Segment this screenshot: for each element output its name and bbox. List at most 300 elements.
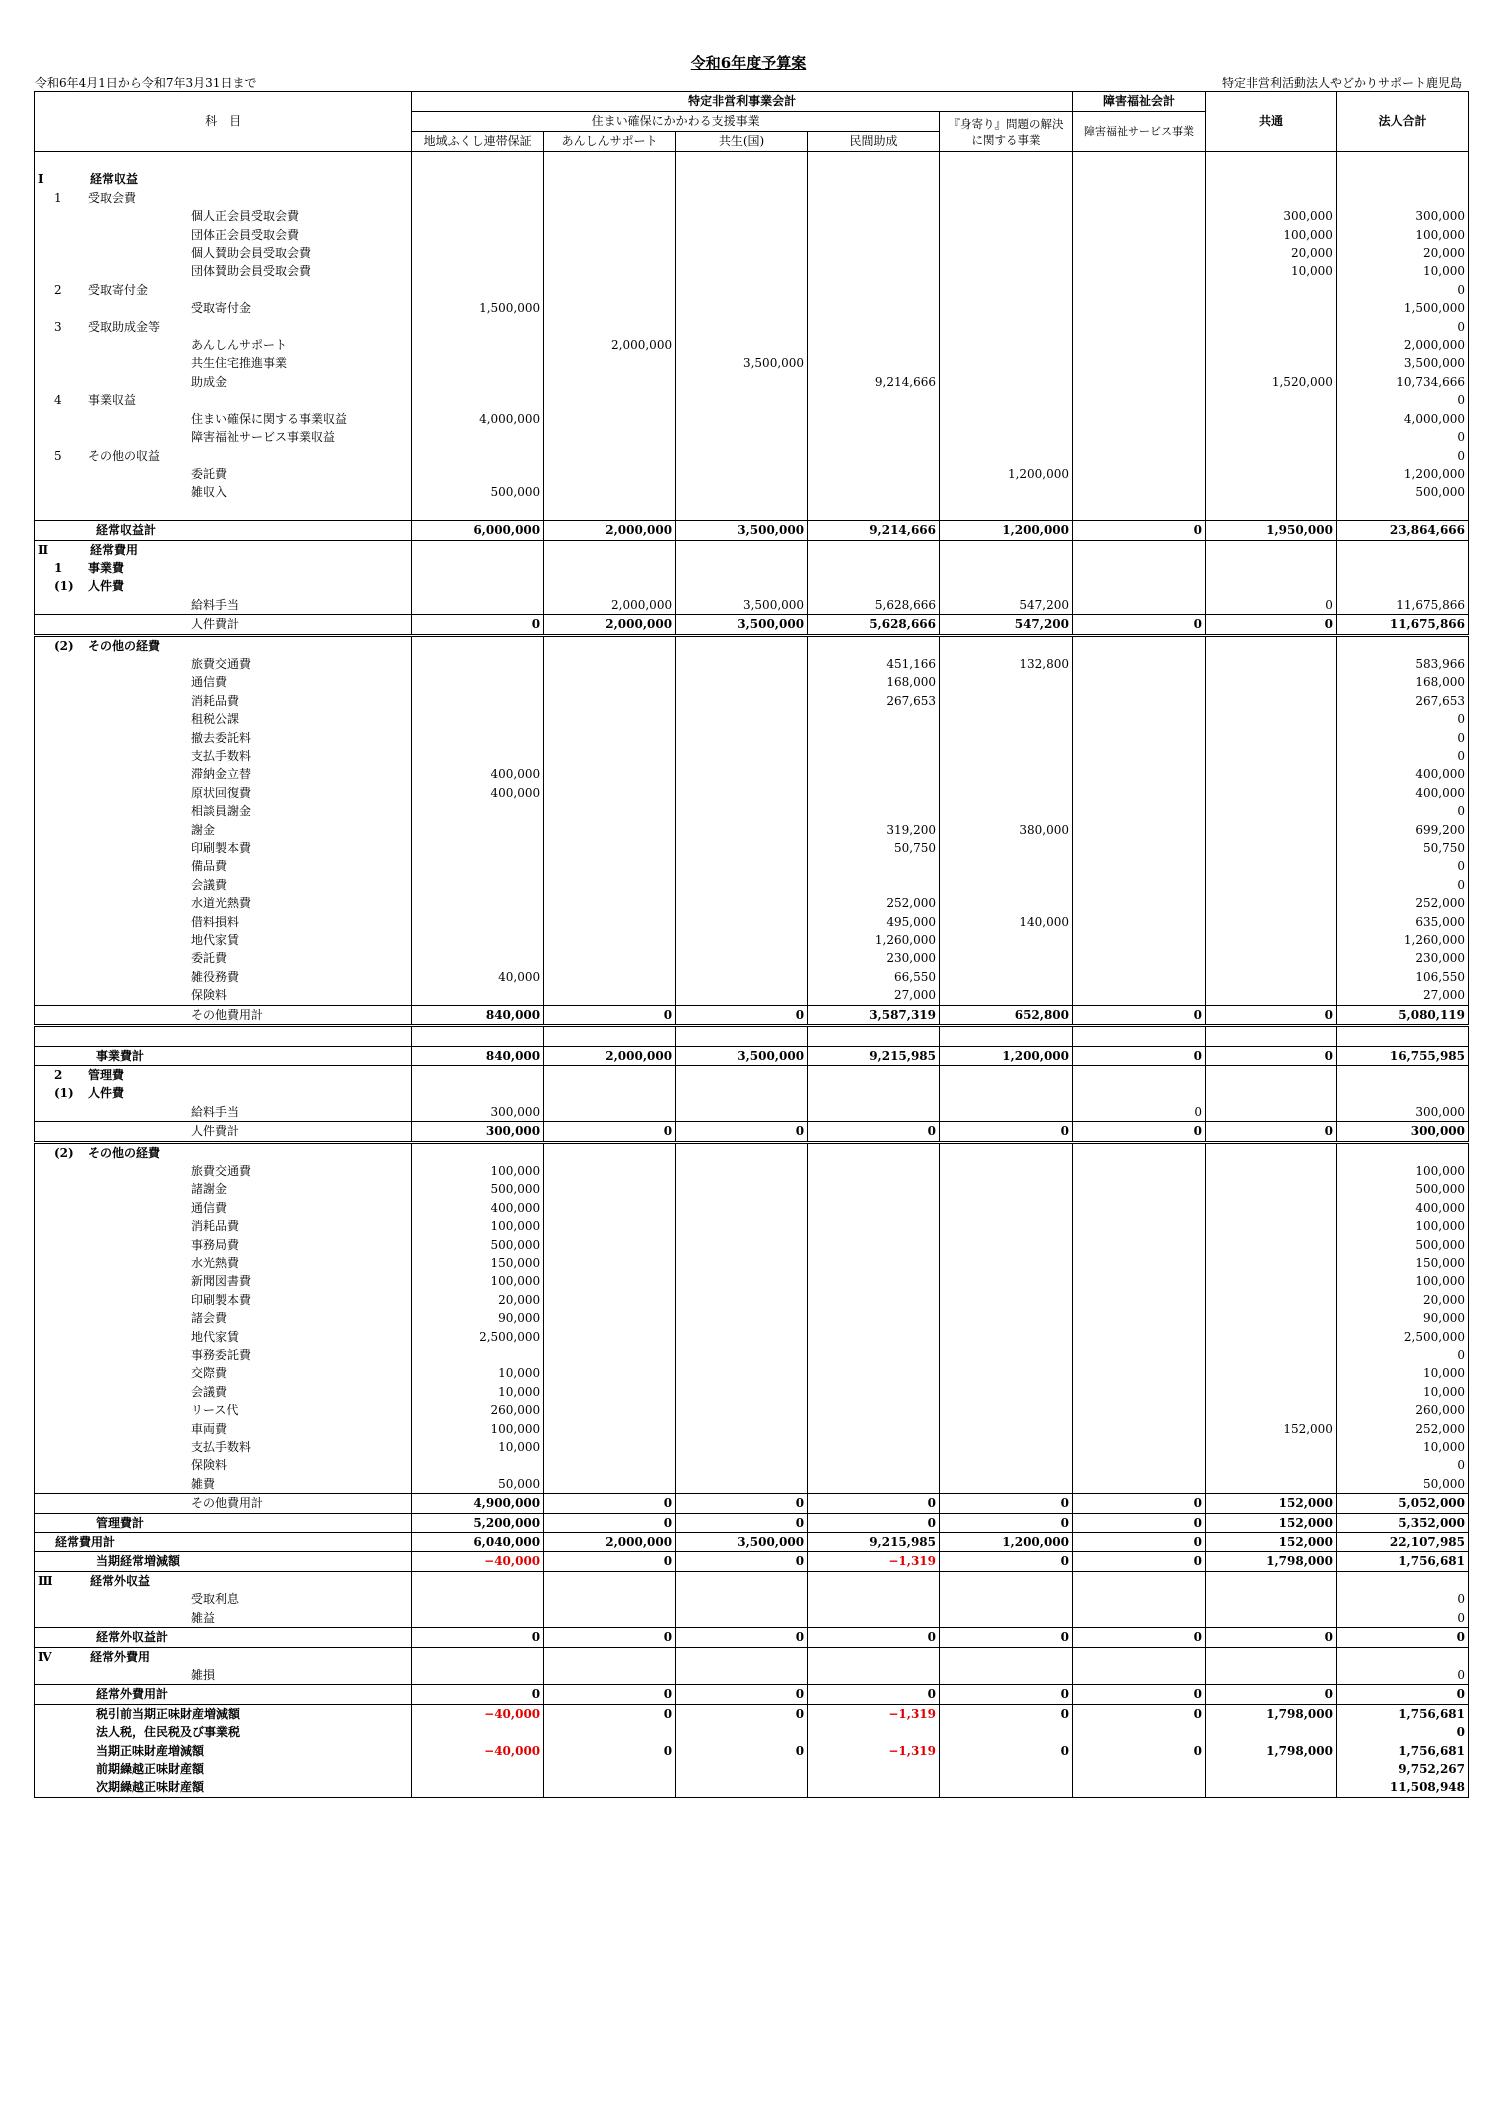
row-label [35,1309,412,1327]
value-cell [544,447,676,465]
value-cell [1073,373,1206,391]
value-cell: 132,800 [940,655,1073,673]
header-col5: 『身寄り』問題の解決 に関する事業 [940,112,1073,152]
header-col3: 共生(国) [676,132,808,152]
value-cell [412,1571,544,1590]
value-cell [940,1236,1073,1254]
table-row [35,655,1469,673]
value-cell: 500,000 [1336,1180,1468,1198]
table-row [35,1005,1469,1025]
value-cell [412,281,544,299]
table-row [35,596,1469,615]
value-cell [940,502,1073,521]
value-cell: 100,000 [412,1420,544,1438]
value-cell [808,1217,940,1235]
value-cell: 267,653 [808,692,940,710]
value-cell: 5,628,666 [808,596,940,615]
value-cell [1206,655,1337,673]
value-cell [808,281,940,299]
value-cell [1073,483,1206,501]
value-cell [808,1103,940,1122]
table-row [35,318,1469,336]
value-cell: 0 [1073,1552,1206,1571]
value-cell: 20,000 [1206,244,1337,262]
value-cell [544,857,676,875]
row-label [35,207,412,225]
row-label [35,502,412,521]
value-cell [1073,1778,1206,1797]
value-cell [1073,1254,1206,1272]
row-label-text: 住まい確保に関する事業収益 [191,411,348,426]
table-row [35,1760,1469,1778]
value-cell [1073,189,1206,207]
table-row [35,1571,1469,1590]
row-label [35,189,412,207]
value-cell [676,1309,808,1327]
row-label [35,391,412,409]
value-cell [1073,410,1206,428]
value-cell: 11,675,866 [1336,615,1468,635]
value-cell: 699,200 [1336,821,1468,839]
table-row [35,391,1469,409]
value-cell [1206,152,1337,171]
value-cell [1206,391,1337,409]
value-cell [412,802,544,820]
value-cell [676,299,808,317]
value-cell [676,729,808,747]
value-cell [676,281,808,299]
value-cell [412,729,544,747]
row-label-text: 当期経常増減額 [96,1554,181,1569]
value-cell: 0 [940,1742,1073,1760]
value-cell [676,1162,808,1180]
value-cell [1206,1666,1337,1685]
value-cell: 252,000 [1336,1420,1468,1438]
value-cell [1073,540,1206,559]
value-cell [940,299,1073,317]
value-cell [412,1456,544,1474]
value-cell: 20,000 [1336,1291,1468,1309]
value-cell [676,262,808,280]
table-row [35,428,1469,446]
value-cell [940,1065,1073,1084]
row-label [35,710,412,728]
value-cell: 0 [544,1552,676,1571]
row-label [35,1685,412,1704]
value-cell [808,1346,940,1364]
value-cell: 3,587,319 [808,1005,940,1025]
value-cell [676,559,808,577]
row-label-text: その他費用計 [191,1007,264,1022]
value-cell: 0 [1336,729,1468,747]
value-cell [412,1778,544,1797]
value-cell [1073,1609,1206,1628]
row-label-text: 事務局費 [191,1237,240,1252]
value-cell [1073,931,1206,949]
value-cell [544,1590,676,1608]
value-cell [544,673,676,691]
row-label [35,1647,412,1666]
row-label-text: 雑収入 [191,485,228,500]
value-cell [676,802,808,820]
table-row [35,207,1469,225]
value-cell [940,1026,1073,1046]
table-row [35,502,1469,521]
value-cell [1073,876,1206,894]
value-cell [676,1346,808,1364]
table-row [35,447,1469,465]
row-label [35,318,412,336]
value-cell [544,876,676,894]
row-label [35,729,412,747]
value-cell [1336,540,1468,559]
value-cell: 252,000 [808,894,940,912]
value-cell [808,1328,940,1346]
row-label [35,1026,412,1046]
value-cell [1073,710,1206,728]
value-cell: 0 [940,1704,1073,1723]
value-cell [544,729,676,747]
value-cell: 252,000 [1336,894,1468,912]
value-cell [676,318,808,336]
value-cell: 150,000 [1336,1254,1468,1272]
value-cell [544,410,676,428]
value-cell [1073,465,1206,483]
value-cell [544,226,676,244]
table-row [35,857,1469,875]
value-cell [940,318,1073,336]
value-cell: 2,000,000 [1336,336,1468,354]
row-label-text: 前期繰越正味財産額 [96,1761,205,1776]
value-cell [544,821,676,839]
value-cell: 380,000 [940,821,1073,839]
table-row [35,931,1469,949]
value-cell [1206,1162,1337,1180]
value-cell [1206,428,1337,446]
row-label-text: 経常費用 [90,542,139,557]
value-cell [676,821,808,839]
value-cell: 1,798,000 [1206,1704,1337,1723]
value-cell: 0 [1336,857,1468,875]
row-label-text: 事務委託費 [191,1348,252,1362]
budget-table [34,91,1469,1798]
table-row [35,1364,1469,1382]
row-label-text: 人件費 [88,1086,125,1101]
value-cell [412,1346,544,1364]
value-cell [412,1590,544,1608]
section-numeral: Ⅳ [38,1649,52,1664]
value-cell [676,655,808,673]
value-cell: 0 [544,1494,676,1513]
value-cell: 0 [412,615,544,635]
value-cell [676,1103,808,1122]
row-label [35,857,412,875]
table-row [35,1533,1469,1552]
item-number: 2 [54,1067,63,1082]
value-cell [676,483,808,501]
table-row [35,839,1469,857]
row-label [35,1475,412,1494]
value-cell [676,784,808,802]
value-cell [1206,1590,1337,1608]
row-label [35,410,412,428]
row-label [35,1180,412,1198]
value-cell [676,502,808,521]
row-label [35,1005,412,1025]
value-cell [676,540,808,559]
value-cell [940,170,1073,188]
value-cell [676,1180,808,1198]
value-cell: 6,040,000 [412,1533,544,1552]
value-cell [940,1328,1073,1346]
value-cell [1206,931,1337,949]
value-cell [1073,1065,1206,1084]
value-cell: 3,500,000 [676,354,808,372]
value-cell [1073,1647,1206,1666]
value-cell [676,1026,808,1046]
row-label [35,1456,412,1474]
value-cell [412,931,544,949]
value-cell [544,318,676,336]
row-label-text: 通信費 [191,1200,228,1215]
row-label-text: 新聞図書費 [191,1274,252,1289]
value-cell: 2,500,000 [1336,1328,1468,1346]
value-cell: 0 [1073,1005,1206,1025]
row-label-text: 事業費 [88,560,125,575]
value-cell [940,1590,1073,1608]
row-label [35,1084,412,1102]
value-cell: 500,000 [412,483,544,501]
value-cell [1206,765,1337,783]
value-cell [940,226,1073,244]
row-label [35,465,412,483]
row-label-text: 旅費交通費 [191,656,252,671]
value-cell [1073,281,1206,299]
value-cell [940,1383,1073,1401]
table-row [35,913,1469,931]
value-cell [544,1666,676,1685]
value-cell: 5,628,666 [808,615,940,635]
value-cell [808,226,940,244]
row-label-text: 委託費 [191,466,228,481]
row-label-text: 諸会費 [191,1311,228,1326]
value-cell: 0 [676,1704,808,1723]
value-cell [1206,1065,1337,1084]
value-cell [940,262,1073,280]
table-row [35,876,1469,894]
value-cell [1206,281,1337,299]
value-cell: 0 [1336,318,1468,336]
value-cell [940,428,1073,446]
value-cell [1206,802,1337,820]
value-cell [1336,170,1468,188]
row-label-text: その他の経費 [88,1145,161,1160]
value-cell [1206,986,1337,1005]
row-label [35,1364,412,1382]
table-row [35,483,1469,501]
value-cell [1073,1217,1206,1235]
header-total: 法人合計 [1336,92,1468,152]
section-numeral: Ⅲ [38,1573,53,1588]
fiscal-period: 令和6年4月1日から令和7年3月31日まで [35,76,257,90]
page-title: 令和6年度予算案 [690,54,807,72]
value-cell [808,1236,940,1254]
value-cell [1073,152,1206,171]
value-cell [676,765,808,783]
value-cell [412,226,544,244]
row-label [35,299,412,317]
value-cell [940,1475,1073,1494]
row-label-text: 地代家賃 [191,933,240,948]
value-cell: 1,500,000 [1336,299,1468,317]
value-cell [808,1026,940,1046]
value-cell [1073,1272,1206,1290]
value-cell: 27,000 [808,986,940,1005]
row-label [35,1571,412,1590]
value-cell: 260,000 [1336,1401,1468,1419]
value-cell [676,1647,808,1666]
value-cell: 10,000 [1336,1438,1468,1456]
value-cell: 50,750 [808,839,940,857]
table-row [35,465,1469,483]
value-cell: 3,500,000 [676,1533,808,1552]
table-row [35,1122,1469,1142]
value-cell: 90,000 [412,1309,544,1327]
value-cell: 400,000 [412,784,544,802]
value-cell: 10,000 [1336,1364,1468,1382]
value-cell [808,1180,940,1198]
value-cell [808,729,940,747]
row-label [35,1291,412,1309]
value-cell: 5,200,000 [412,1513,544,1532]
value-cell [808,784,940,802]
row-label-text: 受取助成金等 [88,319,161,334]
value-cell [676,207,808,225]
value-cell [940,1438,1073,1456]
value-cell [544,1236,676,1254]
value-cell [1206,1456,1337,1474]
value-cell: 0 [1206,1046,1337,1065]
value-cell [808,1065,940,1084]
value-cell [544,281,676,299]
value-cell [676,170,808,188]
value-cell [676,1084,808,1102]
value-cell: 0 [940,1552,1073,1571]
value-cell [1073,821,1206,839]
value-cell [1206,784,1337,802]
value-cell: 1,200,000 [940,521,1073,540]
value-cell [808,1456,940,1474]
row-label [35,1513,412,1532]
value-cell [940,1364,1073,1382]
row-label-text: 相談員謝金 [191,804,252,819]
row-label [35,949,412,967]
value-cell [544,540,676,559]
value-cell: 1,520,000 [1206,373,1337,391]
value-cell: 500,000 [1336,1236,1468,1254]
row-label-text: その他費用計 [191,1496,264,1511]
value-cell: 20,000 [412,1291,544,1309]
item-number: (1) [54,579,74,594]
row-label [35,1401,412,1419]
value-cell [676,1456,808,1474]
value-cell [1206,673,1337,691]
row-label [35,673,412,691]
value-cell: 10,000 [1336,262,1468,280]
value-cell [1336,1142,1468,1162]
row-label [35,1494,412,1513]
row-label-text: 備品費 [191,859,228,874]
value-cell: 40,000 [412,968,544,986]
value-cell [940,747,1073,765]
table-row [35,1647,1469,1666]
value-cell [1073,1456,1206,1474]
value-cell [412,876,544,894]
value-cell [544,465,676,483]
value-cell [412,428,544,446]
value-cell [1336,189,1468,207]
row-label-text [38,154,55,168]
header-col6: 障害福祉サービス事業 [1073,112,1206,152]
value-cell [1073,447,1206,465]
row-label-text: 雑費 [191,1476,216,1491]
header-subject: 科 目 [35,92,412,152]
value-cell: 0 [544,1704,676,1723]
row-label-text: 税引前当期正味財産増減額 [96,1706,241,1721]
value-cell: 100,000 [412,1272,544,1290]
value-cell: 2,000,000 [544,336,676,354]
value-cell [1073,1723,1206,1741]
row-label-text: 車両費 [191,1421,228,1436]
value-cell [1206,354,1337,372]
value-cell [676,931,808,949]
value-cell: 9,752,267 [1336,1760,1468,1778]
row-label-text: 印刷製本費 [191,841,252,856]
value-cell [1206,410,1337,428]
value-cell [544,1026,676,1046]
value-cell: 0 [940,1628,1073,1647]
value-cell: 230,000 [808,949,940,967]
value-cell [544,189,676,207]
value-cell [676,968,808,986]
value-cell [544,354,676,372]
value-cell: 1,756,681 [1336,1552,1468,1571]
value-cell [676,747,808,765]
value-cell: 0 [1073,1513,1206,1532]
value-cell [1336,1026,1468,1046]
section-numeral: Ⅱ [38,542,49,557]
row-label-text: 受取利息 [191,1592,240,1607]
value-cell [676,189,808,207]
value-cell [412,1723,544,1741]
value-cell [1206,1609,1337,1628]
value-cell [808,802,940,820]
row-label [35,540,412,559]
value-cell [808,207,940,225]
row-label [35,913,412,931]
row-label-text: 管理費計 [96,1515,145,1530]
value-cell: 1,260,000 [808,931,940,949]
value-cell [1206,1291,1337,1309]
value-cell: 0 [676,1552,808,1571]
table-row [35,1609,1469,1628]
row-label [35,1666,412,1685]
value-cell [808,747,940,765]
item-number: 5 [54,448,62,463]
value-cell [412,170,544,188]
value-cell [544,1723,676,1741]
table-row [35,540,1469,559]
